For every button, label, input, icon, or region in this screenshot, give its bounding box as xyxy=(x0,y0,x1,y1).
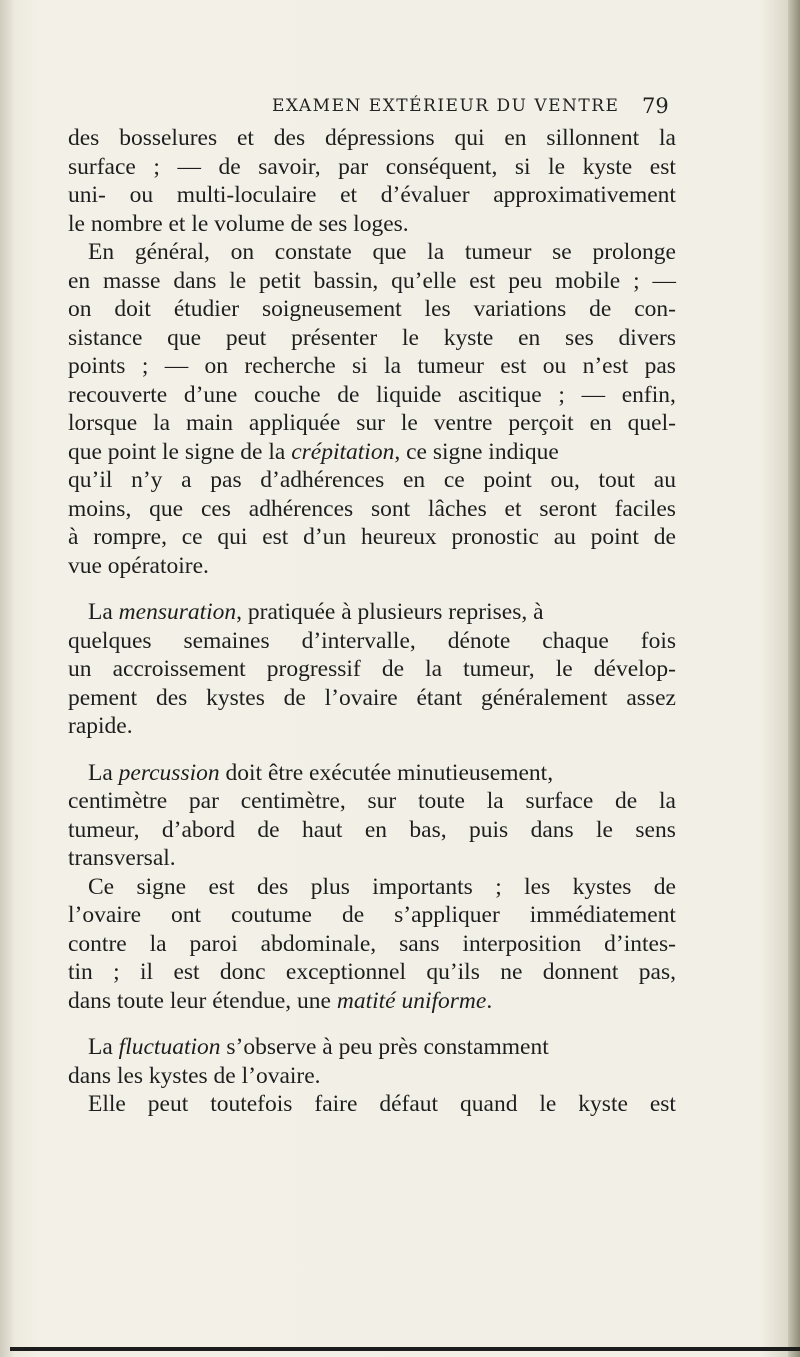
text-line: centimètre par centimètre, sur toute la surface de la xyxy=(68,788,676,814)
text-line: à rompre, ce qui est d’un heureux pronostic au point de xyxy=(68,524,676,550)
text-line-mixed xyxy=(68,987,676,1016)
text-run: dans toute leur étendue, une xyxy=(68,987,331,1014)
text-run: La xyxy=(88,759,113,786)
text-line: moins, que ces adhérences sont lâches et seront faciles xyxy=(68,495,676,522)
text-line-mixed xyxy=(68,598,676,627)
text-line: tin ; il est donc exceptionnel qu’ils ne donnent pas, xyxy=(68,959,676,985)
text-run: s’observe à peu près constamment xyxy=(226,1034,549,1060)
text-run: . xyxy=(486,987,493,1014)
text-run: que point le signe de la xyxy=(68,438,286,465)
text-line-mixed xyxy=(68,438,676,467)
text-run: , pratiquée à plusieurs reprises, à xyxy=(236,599,544,625)
text-line: tumeur, d’abord de haut en bas, puis dans le sens xyxy=(68,816,676,843)
emphasis-fluctuation: fluctuation xyxy=(118,1034,221,1060)
text-line: on doit étudier soigneusement les variations de con- xyxy=(68,296,676,322)
text-run: , ce signe indique xyxy=(394,438,559,465)
text-line: En général, on constate que la tumeur se prolonge xyxy=(88,239,676,265)
emphasis-matite-uniforme: matité uniforme xyxy=(336,987,487,1014)
text-line: sistance que peut présenter le kyste en ses divers xyxy=(68,324,676,351)
body-text xyxy=(68,124,676,1119)
text-line: vue opératoire. xyxy=(68,552,209,579)
text-line: contre la paroi abdominale, sans interposition d’intes- xyxy=(68,930,676,957)
text-line: quelques semaines d’intervalle, dénote chaque fois xyxy=(68,627,676,654)
emphasis-mensuration: mensuration xyxy=(118,599,237,625)
text-line: surface ; — de savoir, par conséquent, si le kyste est xyxy=(68,153,676,180)
text-line: un accroissement progressif de la tumeur, le dévelop- xyxy=(68,656,676,682)
text-line: uni- ou multi-loculaire et d’évaluer approximativement xyxy=(68,182,676,208)
page-bottom-edge xyxy=(10,1347,800,1351)
text-line-mixed xyxy=(68,1033,676,1062)
text-line: l’ovaire ont coutume de s’appliquer immédiatement xyxy=(68,902,676,928)
emphasis-percussion: percussion xyxy=(118,759,220,786)
text-line: Elle peut toutefois faire défaut quand le kyste est xyxy=(88,1091,676,1117)
text-run: La xyxy=(88,599,113,625)
page-number: 79 xyxy=(642,94,669,118)
text-line: rapide. xyxy=(68,713,133,739)
text-line: recouverte d’une couche de liquide ascitique ; — enfin, xyxy=(68,381,676,408)
text-line: qu’il n’y a pas d’adhérences en ce point ou, tout au xyxy=(68,467,676,493)
text-run: La xyxy=(88,1034,113,1060)
text-line: dans les kystes de l’ovaire. xyxy=(68,1062,321,1089)
page-right-edge xyxy=(788,0,800,1357)
emphasis-crepitation: crépitation xyxy=(291,438,395,465)
text-line: lorsque la main appliquée sur le ventre perçoit en quel- xyxy=(68,410,676,436)
text-line: points ; — on recherche si la tumeur est ou n’est pas xyxy=(68,353,676,379)
running-head-title: EXAMEN EXTÉRIEUR DU VENTRE xyxy=(272,96,620,116)
text-run: doit être exécutée minutieusement, xyxy=(225,759,554,786)
text-line-mixed xyxy=(68,759,676,788)
text-line: pement des kystes de l’ovaire étant généralement assez xyxy=(68,684,676,711)
text-line: transversal. xyxy=(68,845,176,871)
text-line: Ce signe est des plus importants ; les kystes de xyxy=(88,873,676,900)
text-line: des bosselures et des dépressions qui en sillonnent la xyxy=(68,125,676,151)
text-line: en masse dans le petit bassin, qu’elle est peu mobile ; — xyxy=(68,267,676,294)
page-left-edge xyxy=(0,0,14,1357)
text-line: le nombre et le volume de ses loges. xyxy=(68,210,409,237)
